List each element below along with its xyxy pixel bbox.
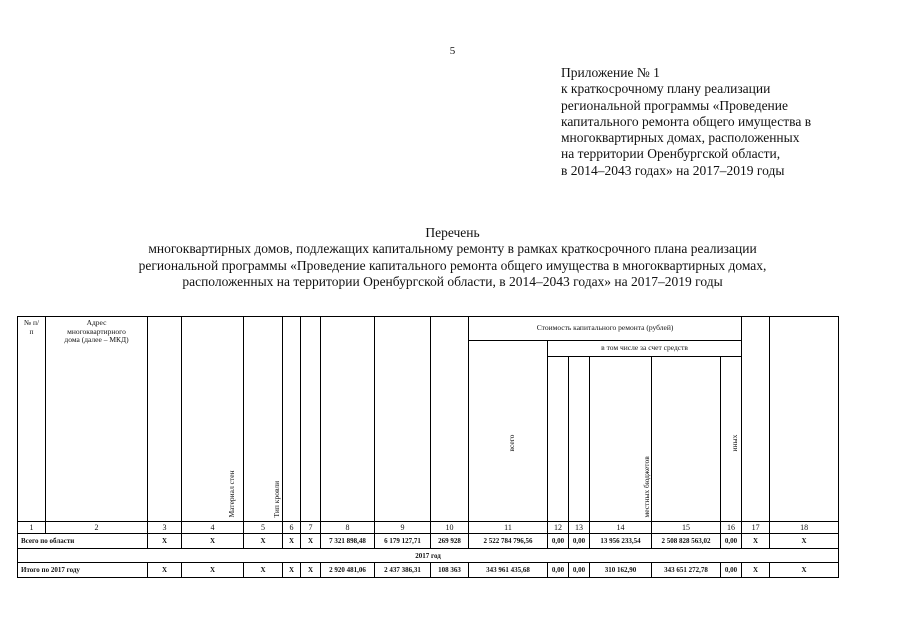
header-address: Адрес многоквартирного дома (далее – МКД) [46,317,148,522]
header-floors [283,317,301,522]
table-cell: X [283,563,301,578]
row-label: Всего по области [18,534,148,549]
table-cell: 0,00 [548,563,569,578]
table-cell: 2 920 481,06 [321,563,375,578]
table-cell: X [770,534,839,549]
table-cell: 6 179 127,71 [375,534,431,549]
table-cell: 0,00 [569,563,590,578]
column-number: 18 [770,522,839,534]
title-line: Перечень [425,225,480,240]
table-cell: 0,00 [569,534,590,549]
header-wall-material: Материал стен [182,317,244,522]
row-label: Итого по 2017 году [18,563,148,578]
table-row [18,563,839,578]
column-number: 14 [590,522,652,534]
appendix-line: к краткосрочному плану реализации [561,81,771,97]
header-cost-group: Стоимость капитального ремонта (рублей) [469,317,742,341]
header-premises-area [375,317,431,522]
appendix-header [561,65,811,179]
buildings-table [17,316,839,578]
table-cell: 0,00 [548,534,569,549]
column-number: 1 [18,522,46,534]
table-cell: 2 522 784 796,56 [469,534,548,549]
table-cell: X [283,534,301,549]
column-number: 7 [301,522,321,534]
page-number: 5 [449,45,456,57]
table-cell: X [148,534,182,549]
appendix-line: в 2014–2043 годах» на 2017–2019 годы [561,162,785,178]
title-line: региональной программы «Проведение капитального ремонта общего имущества в многоквартирных домах, [138,257,767,273]
appendix-line: на территории Оренбургской области, [561,146,781,162]
table-cell: 343 961 435,68 [469,563,548,578]
header-owners [652,357,721,522]
appendix-line: Приложение № 1 [561,65,660,80]
header-year-built [148,317,182,522]
column-number: 2 [46,522,148,534]
table-cell: 0,00 [721,534,742,549]
header-total: всего [469,341,548,522]
table-cell: 13 956 233,54 [590,534,652,549]
table-cell: 2 437 386,31 [375,563,431,578]
table-cell: 269 928 [431,534,469,549]
column-number: 9 [375,522,431,534]
year-label: 2017 год [18,549,839,563]
header-federal [548,357,569,522]
header-regional [569,357,590,522]
table-cell: 108 363 [431,563,469,578]
column-number: 6 [283,522,301,534]
table-cell: 343 651 272,78 [652,563,721,578]
table-cell: 310 162,90 [590,563,652,578]
header-planned-date [742,317,770,522]
column-number: 16 [721,522,742,534]
table-cell: 2 508 828 563,02 [652,534,721,549]
column-number: 4 [182,522,244,534]
appendix-line: многоквартирных домах, расположенных [561,130,800,146]
table-cell: X [182,534,244,549]
column-number-row [18,522,839,534]
table-row [18,534,839,549]
table-cell: X [148,563,182,578]
header-entrances [301,317,321,522]
column-number: 8 [321,522,375,534]
column-number: 11 [469,522,548,534]
table-cell: X [301,563,321,578]
table-cell: X [770,563,839,578]
year-row [18,549,839,563]
column-number: 17 [742,522,770,534]
appendix-line: региональной программы «Проведение [561,97,789,113]
header-roof-type: Тип кровли [244,317,283,522]
header-local: местных бюджетов [590,357,652,522]
column-number: 5 [244,522,283,534]
header-fund-method [770,317,839,522]
table-cell: X [244,563,283,578]
header-incl-group: в том числе за счет средств [548,341,742,357]
header-other: иных [721,357,742,522]
table-cell: 0,00 [721,563,742,578]
table-cell: X [244,534,283,549]
table-cell: X [182,563,244,578]
title-line: многоквартирных домов, подлежащих капитальному ремонту в рамках краткосрочного плана реализации [148,241,757,257]
appendix-line: капитального ремонта общего имущества в [561,113,812,129]
table-cell: X [742,534,770,549]
column-number: 10 [431,522,469,534]
column-number: 3 [148,522,182,534]
title-line: расположенных на территории Оренбургской области, в 2014–2043 годах» на 2017–2019 годы [182,273,723,289]
column-number: 13 [569,522,590,534]
table-cell: X [742,563,770,578]
document-title [0,225,905,290]
header-total-area [321,317,375,522]
header-no: № п/п [18,317,46,522]
column-number: 12 [548,522,569,534]
table-cell: X [301,534,321,549]
header-residents [431,317,469,522]
table-cell: 7 321 898,48 [321,534,375,549]
column-number: 15 [652,522,721,534]
